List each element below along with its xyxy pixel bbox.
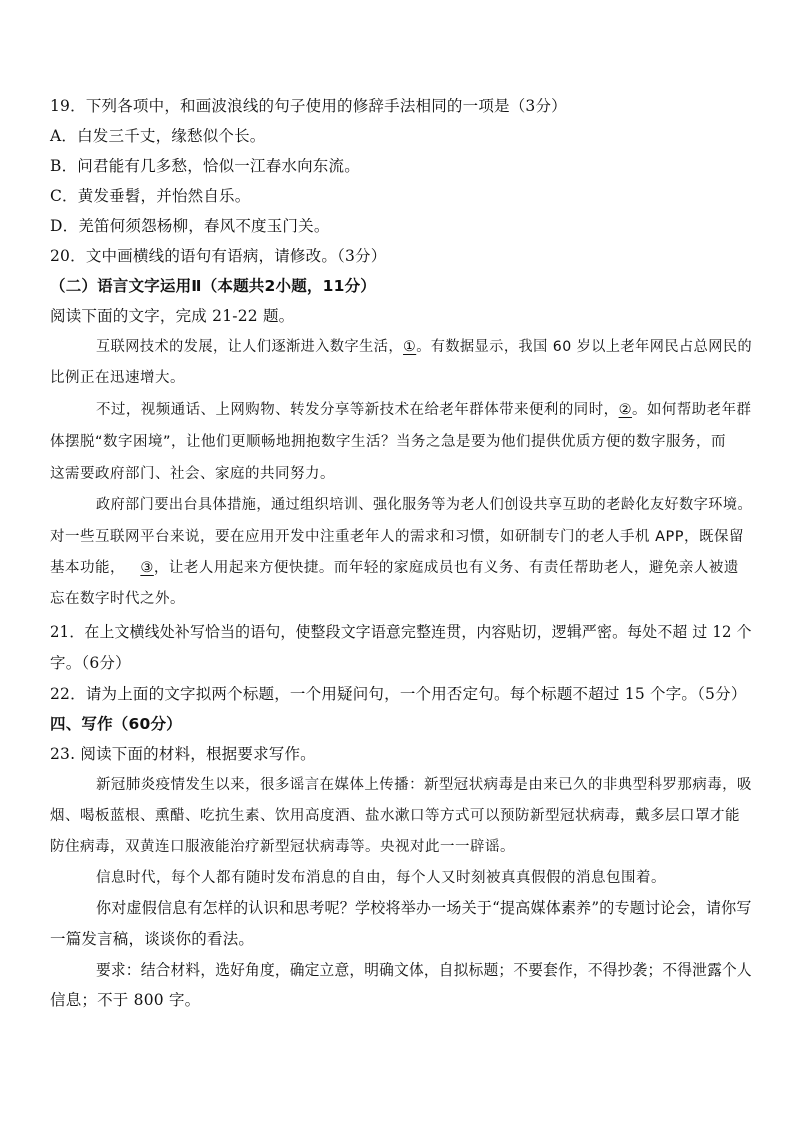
q23-stem: 23. 阅读下面的材料，根据要求写作。 bbox=[50, 745, 316, 763]
q20-stem: 20．文中画横线的语句有语病，请修改。（3分） bbox=[50, 247, 387, 265]
section4-heading: 四、写作（60分） bbox=[50, 715, 182, 733]
passage-p2-line2: 体摆脱“数字困境”，让他们更顺畅地拥抱数字生活？当务之急是要为他们提供优质方便的数字服务，而 bbox=[50, 434, 727, 450]
material-p3-line2: 一篇发言稿，谈谈你的看法。 bbox=[50, 930, 255, 948]
q19-option-b: B．问君能有几多愁，恰似一江春水向东流。 bbox=[50, 157, 360, 175]
blank-2: ② bbox=[618, 402, 633, 418]
requirements-line1: 要求：结合材料，选好角度，确定立意，明确文体，自拟标题；不要套作，不得抄袭；不得泄露个人 bbox=[96, 961, 752, 979]
passage-p3-line4: 忘在数字时代之外。 bbox=[50, 591, 185, 607]
requirements-line2: 信息；不于 800 字。 bbox=[50, 991, 201, 1009]
material-p1-line1: 新冠肺炎疫情发生以来，很多谣言在媒体上传播：新型冠状病毒是由来已久的非典型科罗那病毒，吸 bbox=[96, 777, 752, 793]
material-p1-line3: 防住病毒，双黄连口服液能治疗新型冠状病毒等。央视对此一一辟谣。 bbox=[50, 839, 515, 855]
q19-option-d: D．羌笛何须怨杨柳，春风不度玉门关。 bbox=[50, 217, 330, 235]
q19-option-a: A．白发三千丈，缘愁似个长。 bbox=[50, 127, 266, 145]
material-p1-line2: 烟、喝板蓝根、熏醋、吃抗生素、饮用高度酒、盐水漱口等方式可以预防新型冠状病毒，戴多层口罩才能 bbox=[50, 808, 740, 824]
q19-option-c: C．黄发垂髫，并怡然自乐。 bbox=[50, 187, 251, 205]
passage-p1-line2: 比例正在迅速增大。 bbox=[50, 370, 185, 386]
passage-p2-line1: 不过，视频通话、上网购物、转发分享等新技术在给老年群体带来便利的同时，②。如何帮助老年群 bbox=[96, 402, 752, 418]
passage-p1-line1: 互联网技术的发展，让人们逐渐进入数字生活，①。有数据显示，我国 60 岁以上老年网民占总网民的 bbox=[96, 339, 753, 355]
passage-p3-line3: 基本功能， ③，让老人用起来方便快捷。而年轻的家庭成员也有义务、有责任帮助老人，避免亲人被遗 bbox=[50, 560, 739, 576]
passage-p3-line2: 对一些互联网平台来说，要在应用开发中注重老年人的需求和习惯，如研制专门的老人手机 APP，既保留 bbox=[50, 529, 745, 545]
material-p2: 信息时代，每个人都有随时发布消息的自由，每个人又时刻被真真假假的消息包围着。 bbox=[96, 870, 666, 886]
blank-1: ① bbox=[403, 339, 417, 355]
q19-stem: 19．下列各项中，和画波浪线的句子使用的修辞手法相同的一项是（3分） bbox=[50, 97, 567, 115]
q21-line2: 字。（6分） bbox=[50, 654, 131, 672]
section2-heading: （二）语言文字运用Ⅱ（本题共2小题，11分） bbox=[50, 277, 376, 295]
q21-line1: 21．在上文横线处补写恰当的语句，使整段文字语意完整连贯，内容贴切，逻辑严密。每处不超 过 12 个 bbox=[50, 623, 752, 641]
blank-3: ③ bbox=[140, 560, 154, 576]
material-p3-line1: 你对虚假信息有怎样的认识和思考呢？学校将举办一场关于“提高媒体素养”的专题讨论会，请你写 bbox=[96, 899, 752, 917]
passage-p3-line1: 政府部门要出台具体措施，通过组织培训、强化服务等为老人们创设共享互助的老龄化友好数字环境。 bbox=[96, 497, 753, 513]
section2-intro: 阅读下面的文字，完成 21-22 题。 bbox=[50, 307, 295, 325]
passage-p2-line3: 这需要政府部门、社会、家庭的共同努力。 bbox=[50, 466, 335, 482]
q22-stem: 22．请为上面的文字拟两个标题，一个用疑问句，一个用否定句。每个标题不超过 15 个字。（5分） bbox=[50, 685, 747, 703]
